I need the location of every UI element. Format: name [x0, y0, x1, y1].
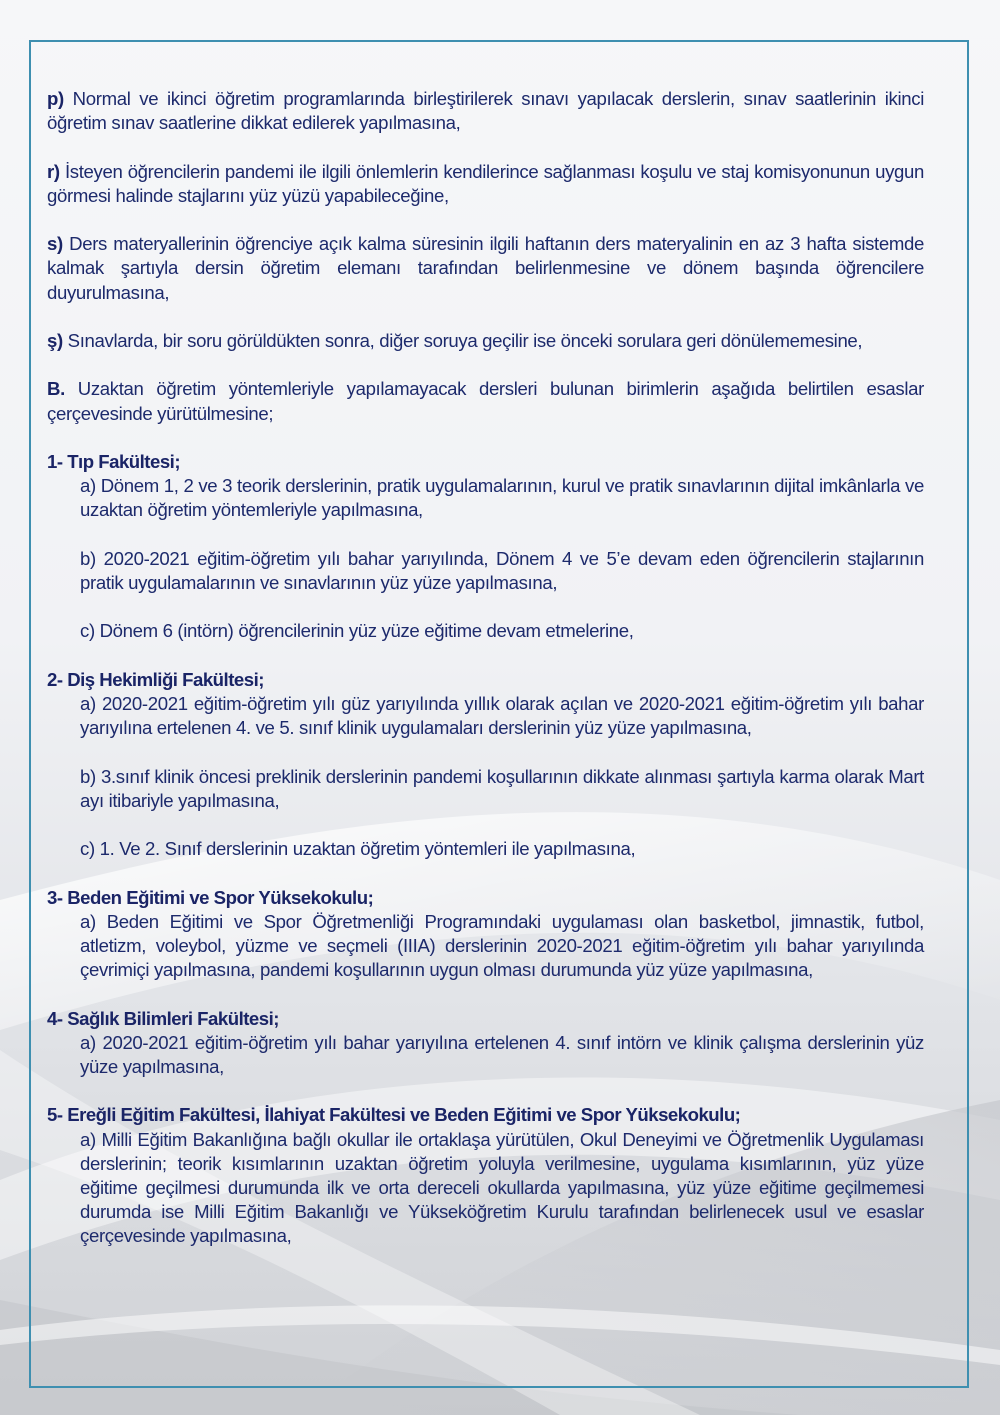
unit-heading-tip-fakultesi: 1- Tıp Fakültesi;	[47, 450, 181, 472]
section-b	[47, 377, 924, 425]
item-label: s)	[47, 233, 63, 255]
unit-heading-eregli-egitim: 5- Ereğli Eğitim Fakültesi, İlahiyat Fakültesi ve Beden Eğitimi ve Spor Yüksekokulu;	[47, 1104, 741, 1126]
item-text: Ders materyallerinin öğrenciye açık kalma süresinin ilgili haftanın ders materyalinin en az 3 hafta sistemde kalmak şartıyla dersin öğretim elemanı tarafından belirlenmesine ve dönem başında öğrencilere duyurulmasına,	[47, 233, 924, 303]
item-text: Sınavlarda, bir soru görüldükten sonra, diğer soruya geçilir ise önceki sorulara geri dönülememesine,	[67, 329, 863, 351]
document-body	[47, 87, 924, 1273]
item-text: Normal ve ikinci öğretim programlarında birleştirilerek sınavı yapılacak derslerin, sınav saatlerinin ikinci öğretim sınav saatlerine dikkat edilerek yapılmasına,	[47, 88, 924, 134]
item-label: ş)	[47, 329, 63, 351]
unit-sub-item: a) Beden Eğitimi ve Spor Öğretmenliği Programındaki uygulaması olan basketbol, jimnastik, futbol, atletizm, voleybol, yüzme ve seçmeli (IIIA) derslerinin 2020-2021 eğitim-öğretim yılı bahar yarıyılında çevrimiçi yapılmasına, pandemi koşullarının uygun olması durumunda yüz yüze yapılmasına,	[80, 910, 924, 981]
unit-sub-item: c) Dönem 6 (intörn) öğrencilerinin yüz yüze eğitime devam etmelerine,	[80, 620, 634, 642]
item-label: p)	[47, 88, 64, 109]
item-label: r)	[47, 160, 60, 182]
unit-heading-beden-egitimi: 3- Beden Eğitimi ve Spor Yüksekokulu;	[47, 886, 374, 908]
item-p	[47, 87, 924, 135]
item-text: İsteyen öğrencilerin pandemi ile ilgili önlemlerin kendilerince sağlanması koşulu ve staj komisyonunun uygun görmesi halinde stajlarını yüz yüzü yapabileceğine,	[47, 160, 924, 206]
unit-sub-item: b) 2020-2021 eğitim-öğretim yılı bahar yarıyılında, Dönem 4 ve 5’e devam eden öğrencilerin stajlarının pratik uygulamalarının ve sınavlarının yüz yüze yapılmasına,	[80, 547, 924, 593]
unit-sub-item: c) 1. Ve 2. Sınıf derslerinin uzaktan öğretim yöntemleri ile yapılmasına,	[80, 838, 636, 860]
unit-sub-item: a) 2020-2021 eğitim-öğretim yılı güz yarıyılında yıllık olarak açılan ve 2020-2021 eğitim-öğretim yılı bahar yarıyılına ertelenen 4. ve 5. sınıf klinik uygulamaları derslerinin yüz yüze yapılmasına,	[80, 692, 924, 739]
unit-sub-item: a) Milli Eğitim Bakanlığına bağlı okullar ile ortaklaşa yürütülen, Okul Deneyimi ve Öğretmenlik Uygulaması derslerinin; teorik kısımlarının uzaktan öğretim yoluyla verilmesine, uygulama kısımlarının, yüz yüze eğitime geçilmesi durumunda ilk ve orta dereceli okullarda yapılmasına, yüz yüze eğitime geçilmemesi durumda ise Milli Eğitim Bakanlığı ve Yükseköğretim Kurulu tarafından belirlenecek usul ve esaslar çerçevesinde yapılmasına,	[80, 1128, 924, 1247]
unit-sub-item: b) 3.sınıf klinik öncesi preklinik derslerinin pandemi koşullarının dikkate alınması şartıyla karma olarak Mart ayı itibariyle yapılmasına,	[80, 765, 924, 811]
section-b-label: B.	[47, 378, 65, 400]
unit-heading-saglik-bilimleri: 4- Sağlık Bilimleri Fakültesi;	[47, 1007, 279, 1029]
section-b-text: Uzaktan öğretim yöntemleriyle yapılamayacak dersleri bulunan birimlerin aşağıda belirtilen esaslar çerçevesinde yürütülmesine;	[47, 378, 924, 424]
unit-sub-item: a) 2020-2021 eğitim-öğretim yılı bahar yarıyılına ertelenen 4. sınıf intörn ve klinik çalışma derslerinin yüz yüze yapılmasına,	[80, 1031, 924, 1077]
unit-sub-item: a) Dönem 1, 2 ve 3 teorik derslerinin, pratik uygulamalarının, kurul ve pratik sınavlarının dijital imkânlarla ve uzaktan öğretim yöntemleriyle yapılmasına,	[80, 475, 924, 521]
item-r	[47, 160, 924, 208]
item-s	[47, 232, 924, 305]
item-sh	[47, 329, 924, 353]
unit-heading-dis-hekimligi: 2- Diş Hekimliği Fakültesi;	[47, 668, 264, 690]
